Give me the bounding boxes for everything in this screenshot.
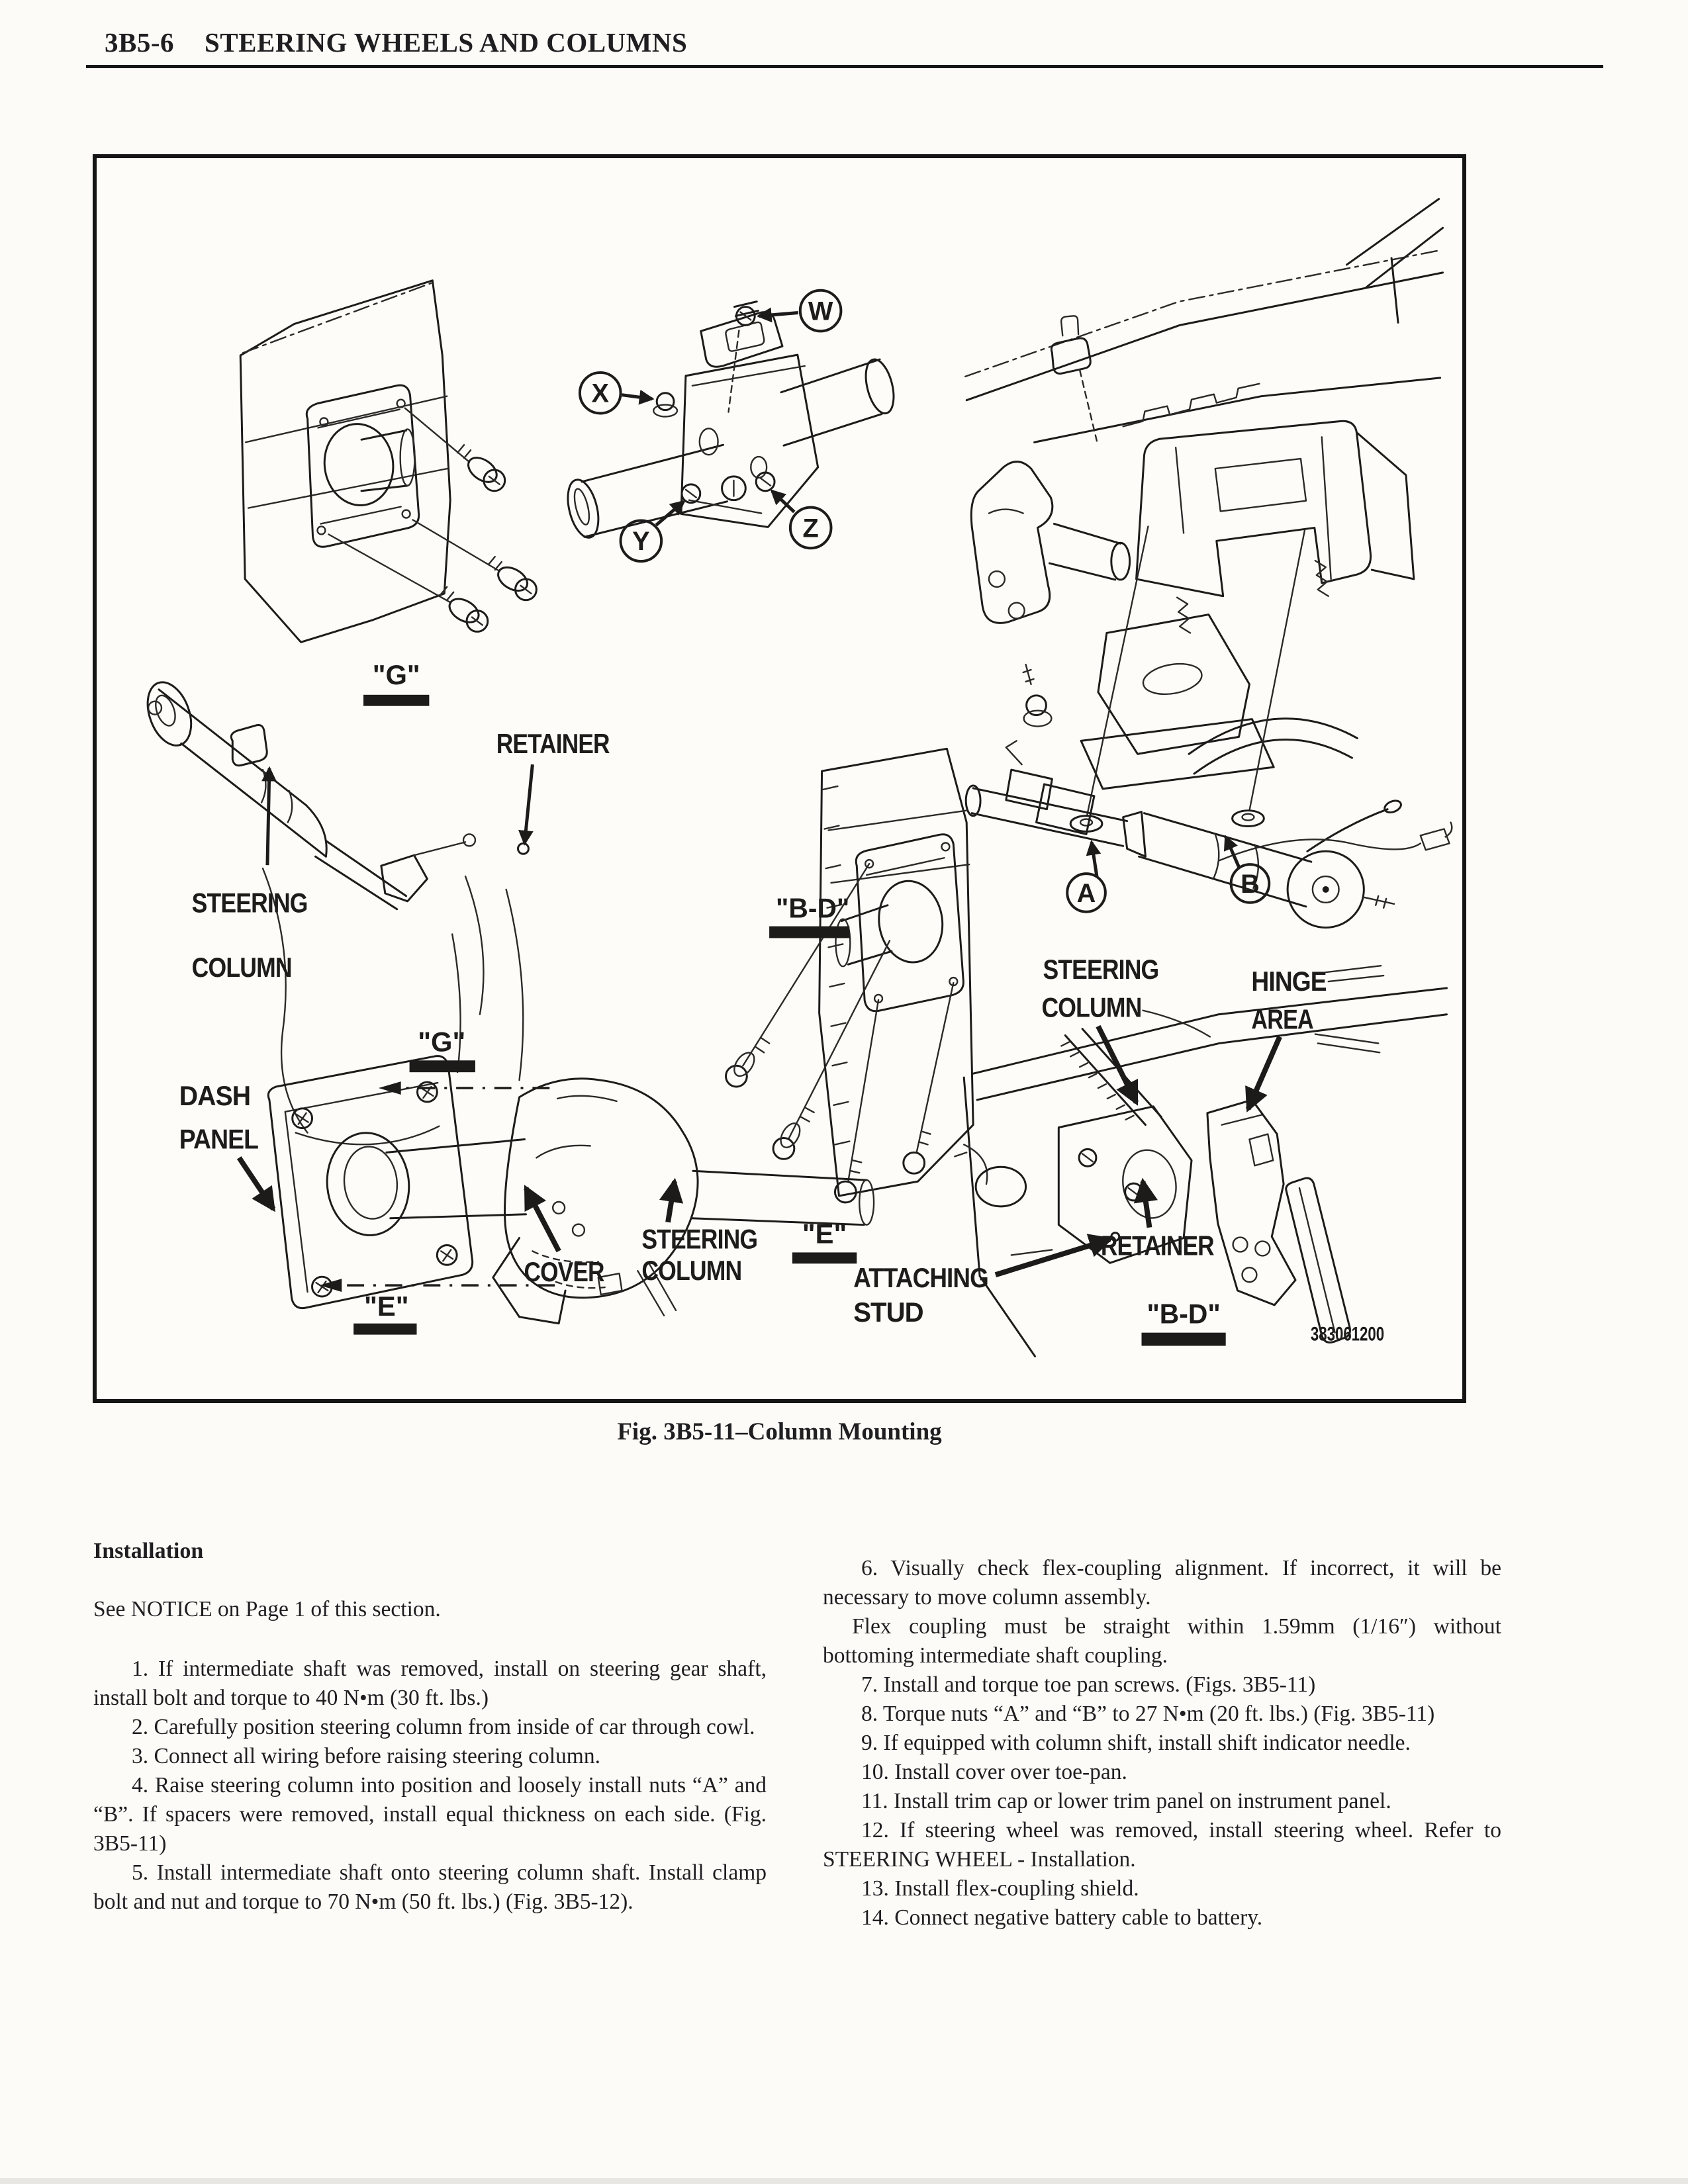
- label-bd-1-underline: [769, 927, 849, 938]
- callout-arrow-w: [759, 313, 798, 316]
- label-g-2-underline: [410, 1060, 475, 1072]
- label-column-2: COLUMN: [641, 1255, 742, 1287]
- label-e-1: "E": [802, 1218, 847, 1250]
- instruction-step-13: 13. Install flex-coupling shield.: [861, 1876, 1139, 1901]
- dash-panel-arrow: [239, 1158, 273, 1209]
- label-column-3: COLUMN: [1041, 991, 1142, 1023]
- figure-caption: Fig. 3B5-11–Column Mounting: [617, 1418, 942, 1445]
- instruction-step-11: 11. Install trim cap or lower trim panel on instrument panel.: [861, 1789, 1391, 1813]
- page-title: STEERING WHEELS AND COLUMNS: [205, 27, 688, 58]
- callout-arrow-b: [1226, 837, 1239, 867]
- retainer-arrow-2: [1143, 1181, 1149, 1228]
- text-column-left: [93, 1537, 767, 1917]
- label-cover: COVER: [524, 1256, 605, 1288]
- text-column-right: [823, 1554, 1501, 1933]
- label-bd-2-underline: [1141, 1333, 1225, 1346]
- label-g-1: "G": [372, 659, 420, 690]
- steering-column-arrow-2: [668, 1181, 675, 1222]
- instruction-step-10: 10. Install cover over toe-pan.: [861, 1760, 1127, 1784]
- instruction-step-3: 3. Connect all wiring before raising steering column.: [132, 1744, 600, 1768]
- callout-letter-b: B: [1241, 869, 1260, 899]
- callout-letter-a: A: [1076, 878, 1096, 908]
- page-header: [105, 26, 687, 58]
- header-rule: [86, 65, 1603, 68]
- steering-column-arrow-1: [267, 768, 269, 865]
- instruction-step-14: 14. Connect negative battery cable to battery.: [861, 1905, 1263, 1930]
- label-e-2-underline: [353, 1324, 416, 1335]
- label-g-1-underline: [363, 695, 429, 706]
- instruction-step-6: 6. Visually check flex-coupling alignment. If incorrect, it will be necessary to move column assembly.: [823, 1556, 1501, 1610]
- label-retainer-2: RETAINER: [1100, 1230, 1215, 1261]
- label-panel: PANEL: [179, 1123, 259, 1155]
- callout-letter-z: Z: [802, 514, 819, 543]
- installation-heading: Installation: [93, 1539, 204, 1563]
- figure-panel: [93, 154, 1466, 1403]
- label-steering-2: STEERING: [641, 1223, 758, 1255]
- drawing-bracket-assembly: [563, 302, 899, 541]
- instruction-step-7: 7. Install and torque toe pan screws. (Figs. 3B5-11): [861, 1672, 1316, 1697]
- label-bd-1: "B-D": [776, 892, 850, 924]
- label-e-1-underline: [792, 1252, 857, 1263]
- label-attaching: ATTACHING: [853, 1262, 988, 1294]
- notice-text: See NOTICE on Page 1 of this section.: [93, 1597, 441, 1621]
- drawing-toe-pan: [726, 749, 974, 1203]
- instruction-step-5: 5. Install intermediate shaft onto steering column shaft. Install clamp bolt and nut and torque to 70 N•m (50 ft. lbs.) (Fig. 3B5-12).: [93, 1860, 767, 1914]
- label-steering-3: STEERING: [1043, 954, 1159, 985]
- instruction-step-1: 1. If intermediate shaft was removed, install on steering gear shaft, install bolt and torque to 40 N•m (30 ft. lbs.): [93, 1657, 767, 1710]
- figure-svg: [97, 158, 1462, 1399]
- label-column-1: COLUMN: [191, 952, 292, 983]
- callout-letter-w: W: [808, 296, 833, 326]
- figure-part-number: 383061200: [1310, 1323, 1385, 1345]
- instruction-step-8: 8. Torque nuts “A” and “B” to 27 N•m (20 ft. lbs.) (Fig. 3B5-11): [861, 1702, 1435, 1726]
- instruction-step-2: 2. Carefully position steering column from inside of car through cowl.: [132, 1715, 755, 1739]
- instruction-step-9: 9. If equipped with column shift, install shift indicator needle.: [861, 1731, 1411, 1755]
- label-hinge: HINGE: [1251, 965, 1327, 997]
- hinge-area-arrow: [1248, 1037, 1280, 1109]
- callout-arrow-x: [622, 395, 653, 399]
- callout-arrow-a: [1092, 842, 1097, 876]
- drawing-column-exploded: [965, 199, 1452, 928]
- label-area: AREA: [1251, 1003, 1314, 1035]
- cover-arrow: [526, 1188, 559, 1251]
- flex-coupling-note: Flex coupling must be straight within 1.59mm (1/16″) without bottoming intermediate shaft coupling.: [823, 1614, 1501, 1668]
- scan-artifact: [0, 2178, 1688, 2184]
- label-stud: STUD: [853, 1296, 923, 1328]
- attaching-stud-arrow: [996, 1240, 1110, 1275]
- label-dash: DASH: [179, 1079, 251, 1111]
- section-code: 3B5-6: [105, 27, 174, 58]
- callout-letter-x: X: [591, 379, 609, 408]
- callout-letter-y: Y: [632, 527, 650, 557]
- instruction-step-4: 4. Raise steering column into position and loosely install nuts “A” and “B”. If spacers were removed, install equal thickness on each side. (Fig. 3B5-11): [93, 1773, 767, 1856]
- drawing-cowl-panel: [240, 281, 536, 643]
- label-steering-1: STEERING: [191, 887, 308, 919]
- label-retainer-1: RETAINER: [496, 728, 610, 760]
- retainer-arrow-1: [524, 764, 532, 843]
- instruction-step-12: 12. If steering wheel was removed, install steering wheel. Refer to STEERING WHEEL - Installation.: [823, 1818, 1501, 1872]
- label-bd-2: "B-D": [1147, 1298, 1221, 1330]
- label-g-2: "G": [418, 1026, 466, 1058]
- label-e-2: "E": [364, 1290, 409, 1322]
